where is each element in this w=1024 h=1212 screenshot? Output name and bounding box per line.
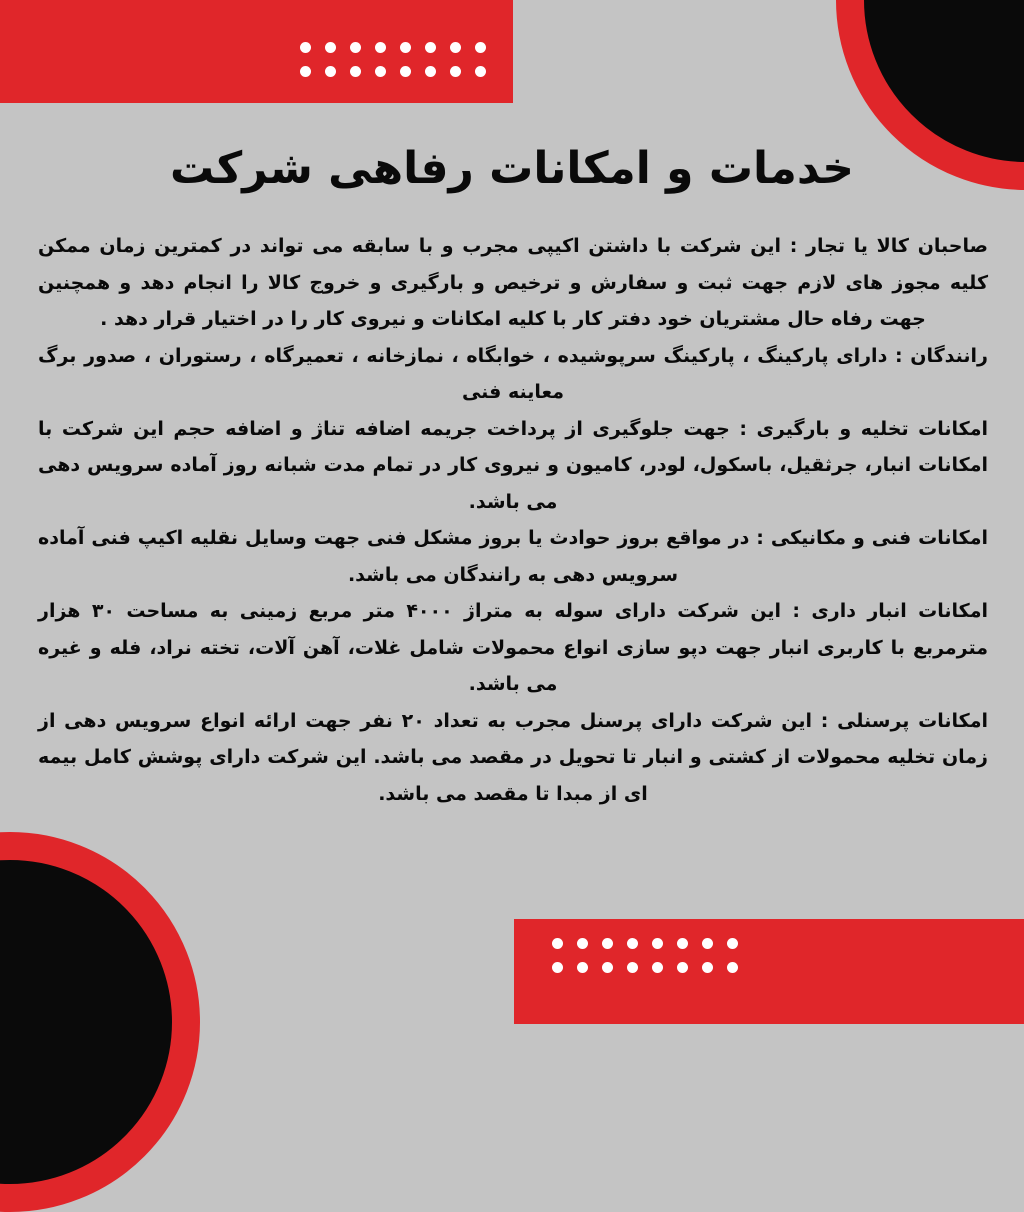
dot-icon — [450, 42, 461, 53]
dot-icon — [727, 962, 738, 973]
dot-icon — [350, 42, 361, 53]
dot-icon — [475, 66, 486, 77]
content-body — [38, 228, 988, 812]
paragraph-merchants: صاحبان کالا یا تجار : این شرکت با داشتن اکیپی مجرب و با سابقه می تواند در کمترین زمان ممکن کلیه مجوز های لازم جهت ثبت و سفارش و ترخیص و بارگیری و خروج کالا را انجام دهد و همچنین جهت رفاه حال مشتریان خود دفتر کار با کلیه امکانات و نیروی کار را در اختیار قرار دهد . — [38, 235, 988, 330]
page-title: خدمات و امکانات رفاهی شرکت — [170, 143, 854, 194]
dot-icon — [702, 938, 713, 949]
dot-icon — [325, 66, 336, 77]
dot-icon — [325, 42, 336, 53]
dot-icon — [552, 938, 563, 949]
dot-icon — [300, 42, 311, 53]
dot-icon — [375, 66, 386, 77]
dot-icon — [300, 66, 311, 77]
paragraph-drivers: رانندگان : دارای پارکینگ ، پارکینگ سرپوشیده ، خوابگاه ، نمازخانه ، تعمیرگاه ، رستوران ، صدور برگ معاینه فنی — [38, 344, 988, 403]
dot-icon — [702, 962, 713, 973]
decorative-dots-row — [300, 42, 486, 53]
decorative-dots-row — [300, 66, 486, 77]
paragraph-loading: امکانات تخلیه و بارگیری : جهت جلوگیری از پرداخت جریمه اضافه تناژ و اضافه حجم این شرکت با امکانات انبار، جرثقیل، باسکول، لودر، کامیون و نیروی کار در تمام مدت شبانه روز آماده سرویس دهی می باشد. — [38, 417, 988, 513]
dot-icon — [475, 42, 486, 53]
dot-icon — [375, 42, 386, 53]
dot-icon — [652, 962, 663, 973]
dot-icon — [677, 962, 688, 973]
dot-icon — [350, 66, 361, 77]
paragraph-personnel: امکانات پرسنلی : این شرکت دارای پرسنل مجرب به تعداد ۲۰ نفر جهت ارائه انواع سرویس دهی از زمان تخلیه محمولات از کشتی و انبار تا تحویل در مقصد می باشد. این شرکت دارای پوشش کامل بیمه ای از مبدا تا مقصد می باشد. — [38, 709, 988, 805]
dot-icon — [577, 938, 588, 949]
paragraph-technical: امکانات فنی و مکانیکی : در مواقع بروز حوادث یا بروز مشکل فنی جهت وسایل نقلیه اکیپ فنی آماده سرویس دهی به رانندگان می باشد. — [38, 527, 988, 586]
dot-icon — [627, 938, 638, 949]
decorative-dots-row — [552, 938, 738, 949]
paragraph-warehouse: امکانات انبار داری : این شرکت دارای سوله به متراژ ۴۰۰۰ متر مربع زمینی به مساحت ۳۰ هزار مترمربع با کاربری انبار جهت دپو سازی انواع محمولات شامل غلات، آهن آلات، تخته نراد، فله و غیره می باشد. — [38, 600, 988, 695]
decorative-dots-row — [552, 962, 738, 973]
dot-icon — [425, 66, 436, 77]
dot-icon — [450, 66, 461, 77]
dot-icon — [577, 962, 588, 973]
dot-icon — [400, 66, 411, 77]
dot-icon — [552, 962, 563, 973]
dot-icon — [602, 938, 613, 949]
dot-icon — [727, 938, 738, 949]
dot-icon — [652, 938, 663, 949]
dot-icon — [602, 962, 613, 973]
dot-icon — [400, 42, 411, 53]
dot-icon — [677, 938, 688, 949]
dot-icon — [627, 962, 638, 973]
corner-circle-decoration — [0, 832, 200, 1212]
dot-icon — [425, 42, 436, 53]
